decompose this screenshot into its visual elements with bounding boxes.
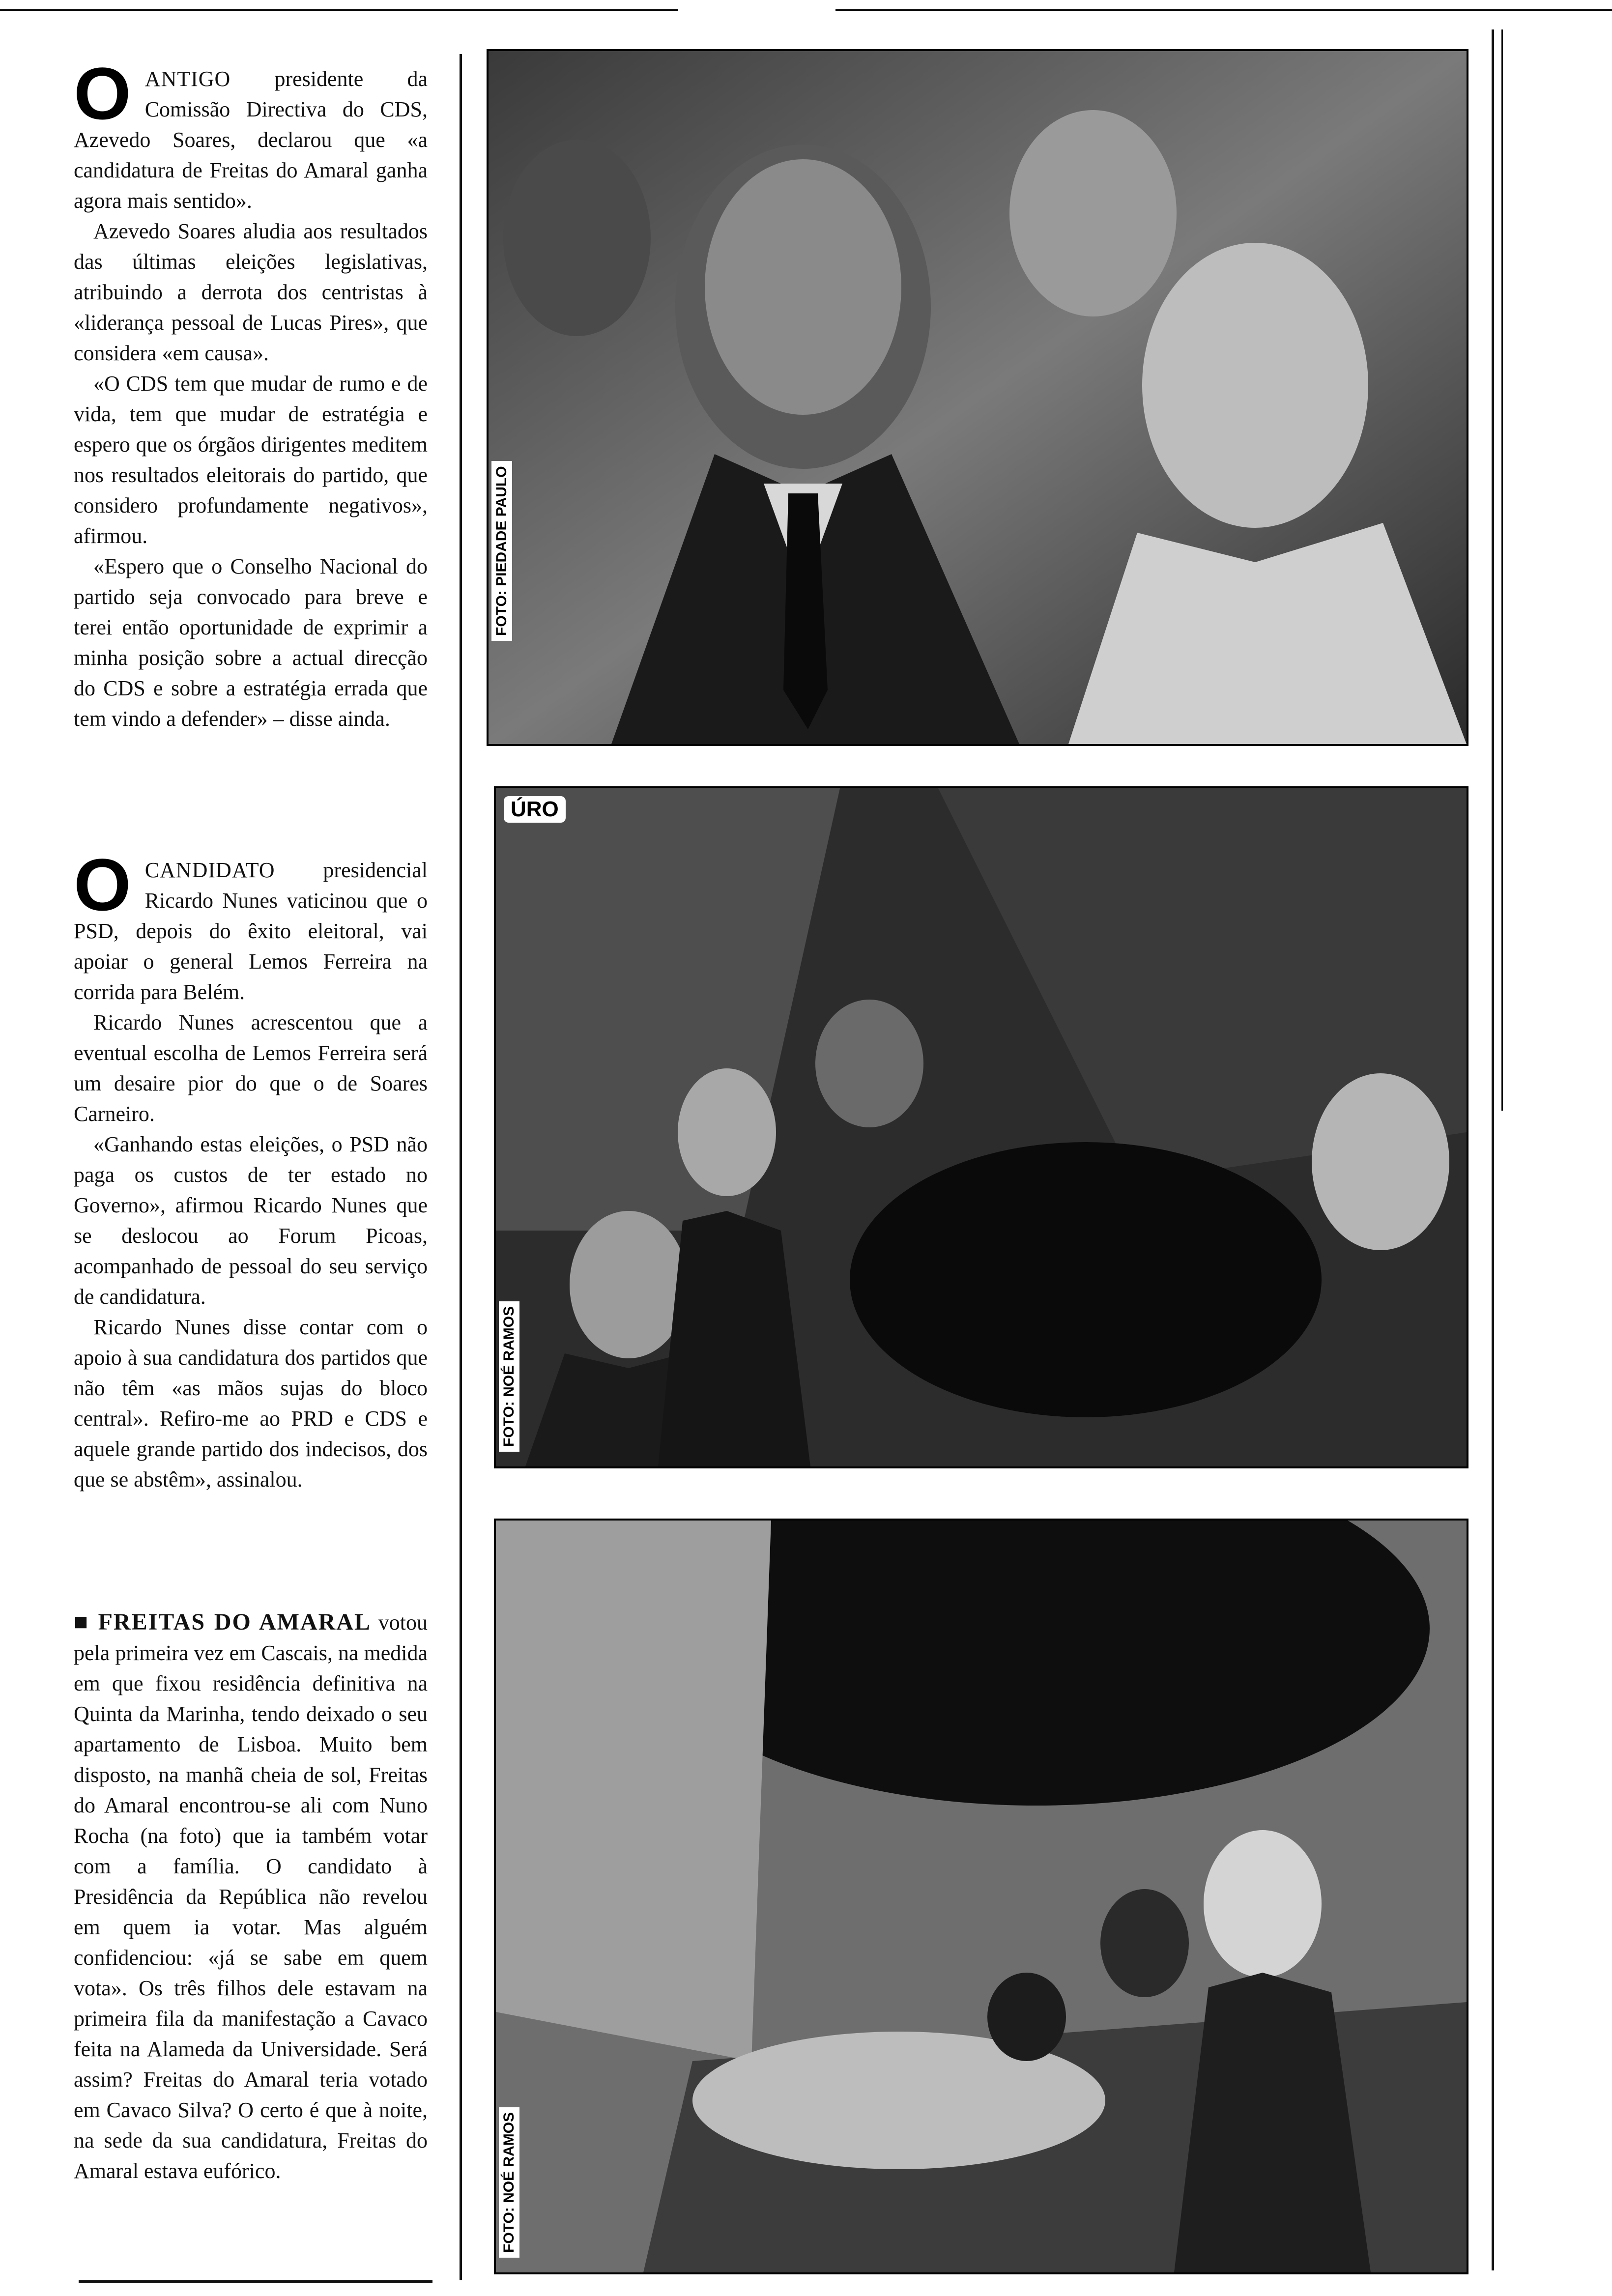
right-divider-2: [1501, 29, 1503, 1111]
photo-bottom-image: [496, 1521, 1467, 2272]
story1-dropcap: O: [74, 52, 131, 135]
top-rule-left: [0, 9, 678, 11]
photo-top-credit: FOTO: PIEDADE PAULO: [491, 461, 512, 641]
story2-p1-text: presidencial Ricardo Nunes vaticinou que o PSD, depois do êxito eleitoral, vai apoiar o general Lemos Ferreira na corrida para Belém.: [74, 858, 428, 1004]
story2-paragraph-4: Ricardo Nunes disse contar com o apoio à sua candidatura dos partidos que não têm «as mãos sujas do bloco central». Refiro-me ao PRD e CDS e aquele grande partido dos indecisos, dos que se abstêm», assinalou.: [74, 1315, 428, 1492]
story3-paragraph: [74, 1607, 428, 2186]
top-rule-right: [835, 9, 1612, 11]
story3-bullet: ■: [74, 1609, 91, 1635]
story-azevedo-soares: [74, 52, 428, 734]
story-freitas-do-amaral: [74, 1607, 428, 2186]
photo-bottom-credit: FOTO: NOÉ RAMOS: [499, 2107, 519, 2258]
story1-paragraph-2: Azevedo Soares aludia aos resultados das últimas eleições legislativas, atribuindo a derrota dos centristas à «liderança pessoal de Lucas Pires», que considera «em causa».: [74, 219, 428, 365]
right-divider: [1492, 29, 1494, 2270]
story2-lead: CANDIDATO: [144, 858, 275, 882]
story1-paragraph-3: «O CDS tem que mudar de rumo e de vida, tem que mudar de estratégia e espero que os órgãos dirigentes meditem nos resultados eleitorais do partido, que considero profundamente negativos», afirmou.: [74, 372, 428, 548]
story-ricardo-nunes: [74, 843, 428, 1495]
story3-lead: FREITAS DO AMARAL: [98, 1609, 371, 1635]
photo-middle-image: [496, 788, 1467, 1466]
story2-paragraph-1: [74, 843, 428, 1007]
story1-lead: ANTIGO: [144, 67, 231, 91]
story1-paragraph-1: [74, 52, 428, 216]
story2-paragraph-3: «Ganhando estas eleições, o PSD não paga os custos de ter estado no Governo», afirmou Ricardo Nunes que se deslocou ao Forum Picoas, acompanhado de pessoal do seu serviço de candidatura.: [74, 1132, 428, 1309]
story3-body: votou pela primeira vez em Cascais, na medida em que fixou residência definitiva na Quinta da Marinha, tendo deixado o seu apartamento de Lisboa. Muito bem disposto, na manhã cheia de sol, Freitas do Amaral encontrou-se ali com Nuno Rocha (na foto) que ia também votar com a família. O candidato à Presidência da República não revelou em quem ia votar. Mas alguém confidenciou: «já se sabe em quem vota». Os três filhos dele estavam na primeira fila da manifestação a Cavaco feita na Alameda da Universidade. Será assim? Freitas do Amaral teria votado em Cavaco Silva? O certo é que à noite, na sede da sua candidatura, Freitas do Amaral estava eufórico.: [74, 1610, 428, 2183]
story1-paragraph-4: «Espero que o Conselho Nacional do partido seja convocado para breve e terei então oportunidade de exprimir a minha posição sobre a actual direcção do CDS e sobre a estratégia errada que tem vindo a defender» – disse ainda.: [74, 554, 428, 731]
photo-top-image: [489, 51, 1467, 744]
column-divider: [460, 54, 462, 2280]
story2-paragraph-2: Ricardo Nunes acrescentou que a eventual escolha de Lemos Ferreira será um desaire pior do que o de Soares Carneiro.: [74, 1010, 428, 1126]
story1-p1-text: presidente da Comissão Directiva do CDS, Azevedo Soares, declarou que «a candidatura de Freitas do Amaral ganha agora mais sentido».: [74, 67, 428, 213]
photo-bottom: [494, 1519, 1468, 2274]
photo-middle: [494, 786, 1468, 1468]
photo-top: [487, 49, 1468, 746]
photo-middle-credit: FOTO: NOÉ RAMOS: [499, 1301, 519, 1452]
bottom-rule: [79, 2280, 432, 2283]
story2-dropcap: O: [74, 843, 131, 926]
photo-middle-tag: ÚRO: [504, 796, 566, 823]
